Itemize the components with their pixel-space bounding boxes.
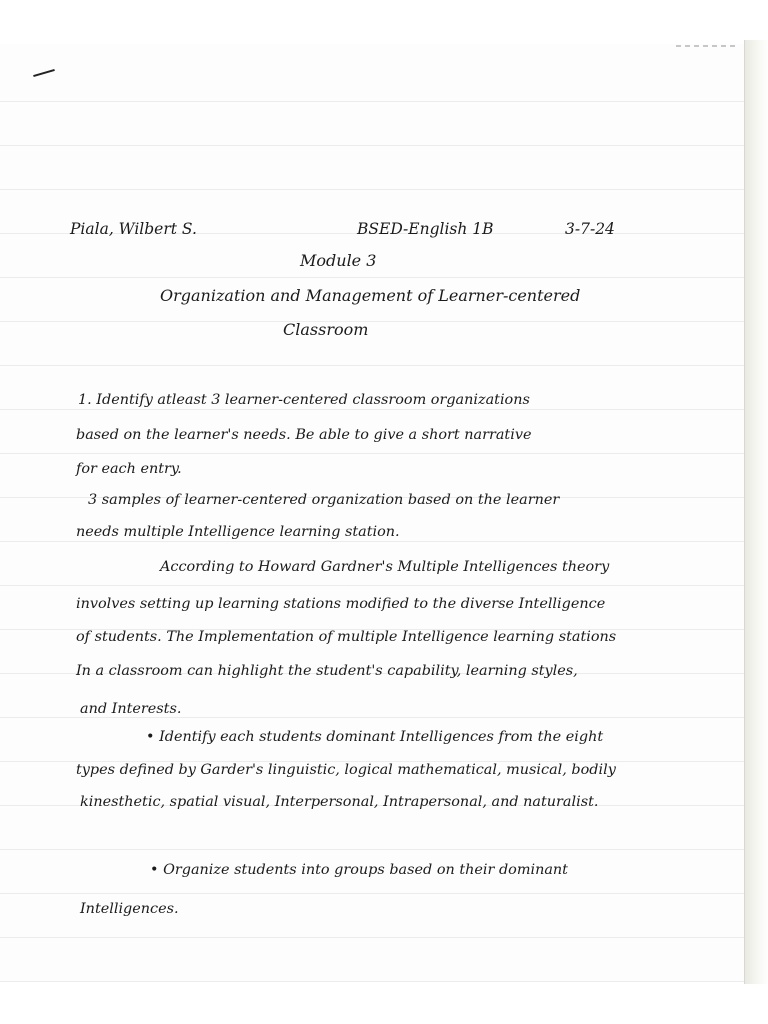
body-line: and Interests. bbox=[80, 701, 182, 717]
body-line: needs multiple Intelligence learning station. bbox=[76, 524, 400, 540]
title-line-2: Classroom bbox=[283, 320, 369, 339]
bullet-line: • Organize students into groups based on their dominant bbox=[150, 862, 568, 878]
paper-edge bbox=[744, 40, 768, 984]
module-heading: Module 3 bbox=[300, 251, 377, 270]
date: 3-7-24 bbox=[565, 220, 615, 238]
course-section: BSED-English 1B bbox=[357, 220, 494, 238]
body-line: 3 samples of learner-centered organization based on the learner bbox=[88, 492, 560, 508]
title-line-1: Organization and Management of Learner-centered bbox=[160, 286, 581, 305]
body-line: for each entry. bbox=[76, 461, 182, 477]
body-line: Intelligences. bbox=[80, 901, 179, 917]
body-line: kinesthetic, spatial visual, Interpersonal, Intrapersonal, and naturalist. bbox=[80, 794, 599, 810]
body-line: of students. The Implementation of multiple Intelligence learning stations bbox=[76, 629, 617, 645]
body-line: based on the learner's needs. Be able to give a short narrative bbox=[76, 427, 532, 443]
body-line: types defined by Garder's linguistic, logical mathematical, musical, bodily bbox=[76, 762, 616, 778]
body-line: involves setting up learning stations modified to the diverse Intelligence bbox=[76, 596, 606, 612]
bullet-line: • Identify each students dominant Intelligences from the eight bbox=[146, 729, 604, 745]
body-line: 1. Identify atleast 3 learner-centered classroom organizations bbox=[78, 392, 530, 408]
student-name: Piala, Wilbert S. bbox=[70, 220, 197, 238]
perforation-marks bbox=[676, 45, 736, 47]
body-line: In a classroom can highlight the student's capability, learning styles, bbox=[76, 663, 578, 679]
body-line: According to Howard Gardner's Multiple Intelligences theory bbox=[160, 559, 610, 575]
lined-paper-sheet bbox=[0, 44, 746, 982]
